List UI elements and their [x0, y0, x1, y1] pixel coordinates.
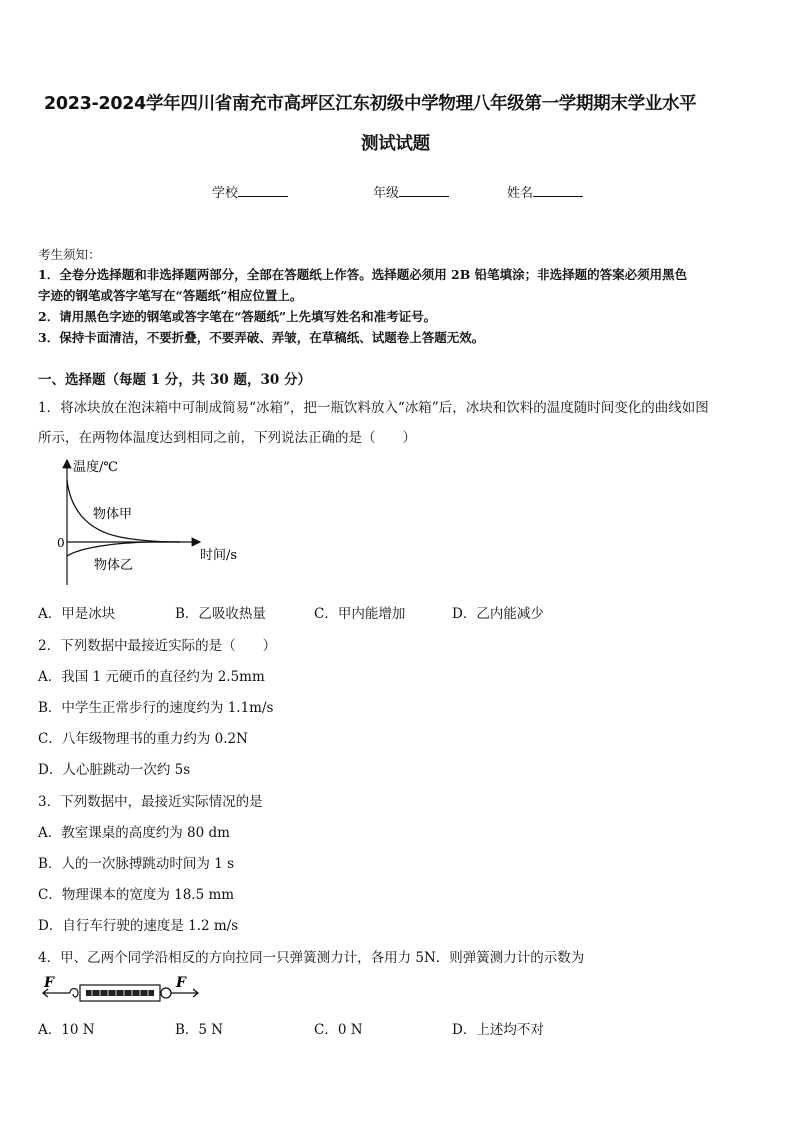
q2-stem: 2．下列数据中最接近实际的是（ ） [38, 638, 277, 654]
q3-stem: 3．下列数据中，最接近实际情况的是 [38, 794, 263, 810]
curve-b-label: 物体乙 [94, 558, 134, 573]
q2-option-b[interactable]: B．中学生正常步行的速度约为 1.1m/s [38, 700, 274, 716]
q4-spring-scale-figure [40, 972, 205, 1006]
graph-origin: 0 [57, 536, 65, 550]
q1-temperature-graph [40, 452, 280, 592]
graph-ylabel: 温度/℃ [73, 460, 118, 475]
name-label: 姓名 [507, 186, 534, 201]
q2-option-c[interactable]: C．八年级物理书的重力约为 0.2N [38, 731, 248, 747]
grade-field[interactable] [373, 182, 449, 201]
q3-option-a[interactable]: A．教室课桌的高度约为 80 dm [38, 825, 230, 841]
q1-option-b[interactable]: B．乙吸收热量 [175, 606, 266, 622]
grade-label: 年级 [373, 186, 400, 201]
notice-item1-line2: 字迹的钢笔或答字笔写在“答题纸”相应位置上。 [38, 288, 303, 303]
q4-option-a[interactable]: A．10 N [38, 1022, 95, 1038]
q3-option-b[interactable]: B．人的一次脉搏跳动时间为 1 s [38, 856, 235, 872]
curve-object-b [67, 542, 180, 556]
school-field[interactable] [212, 182, 288, 201]
q1-option-d[interactable]: D．乙内能减少 [452, 606, 544, 622]
school-label: 学校 [212, 186, 239, 201]
section-heading: 一、选择题（每题 1 分，共 30 题，30 分） [38, 372, 311, 388]
q3-option-d[interactable]: D．自行车行驶的速度是 1.2 m/s [38, 918, 239, 934]
notice-item1-line1: 1．全卷分选择题和非选择题两部分，全部在答题纸上作答。选择题必须用 2B 铅笔填涂；非选择题的答案必须用黑色 [38, 267, 688, 282]
q4-option-c[interactable]: C．0 N [314, 1022, 363, 1038]
curve-a-label: 物体甲 [93, 507, 133, 522]
q1-stem-line2: 所示，在两物体温度达到相同之前，下列说法正确的是（ ） [38, 430, 416, 446]
q4-option-d[interactable]: D．上述均不对 [452, 1022, 544, 1038]
q1-option-c[interactable]: C．甲内能增加 [314, 606, 406, 622]
force-left-label: F [44, 975, 54, 991]
q1-stem-line1: 1．将冰块放在泡沫箱中可制成简易“冰箱”，把一瓶饮料放入“冰箱”后，冰块和饮料的温度随时间变化的曲线如图 [38, 400, 709, 416]
q3-option-c[interactable]: C．物理课本的宽度为 18.5 mm [38, 887, 235, 903]
school-blank[interactable] [238, 184, 288, 197]
q4-option-b[interactable]: B．5 N [175, 1022, 224, 1038]
notice-item2: 2．请用黑色字迹的钢笔或答字笔在“答题纸”上先填写姓名和准考证号。 [38, 309, 437, 324]
grade-blank[interactable] [399, 184, 449, 197]
force-right-label: F [176, 975, 186, 991]
left-hook-icon [70, 989, 78, 997]
graph-xlabel: 时间/s [200, 548, 238, 563]
page-title-line1: 2023-2024学年四川省南充市高坪区江东初级中学物理八年级第一学期期末学业水平 [44, 94, 697, 114]
scale-spring [86, 990, 154, 996]
name-blank[interactable] [533, 184, 583, 197]
q1-option-a[interactable]: A．甲是冰块 [38, 606, 116, 622]
name-field[interactable] [507, 182, 583, 201]
notice-item3: 3．保持卡面清洁，不要折叠，不要弄破、弄皱，在草稿纸、试题卷上答题无效。 [38, 330, 485, 345]
q2-option-a[interactable]: A．我国 1 元硬币的直径约为 2.5mm [38, 669, 265, 685]
right-ring-icon [161, 988, 171, 998]
page-title-line2: 测试试题 [361, 134, 430, 154]
q4-stem: 4．甲、乙两个同学沿相反的方向拉同一只弹簧测力计，各用力 5N．则弹簧测力计的示数为 [38, 950, 585, 966]
q2-option-d[interactable]: D．人心脏跳动一次约 5s [38, 762, 191, 778]
notice-heading: 考生须知： [38, 247, 101, 262]
